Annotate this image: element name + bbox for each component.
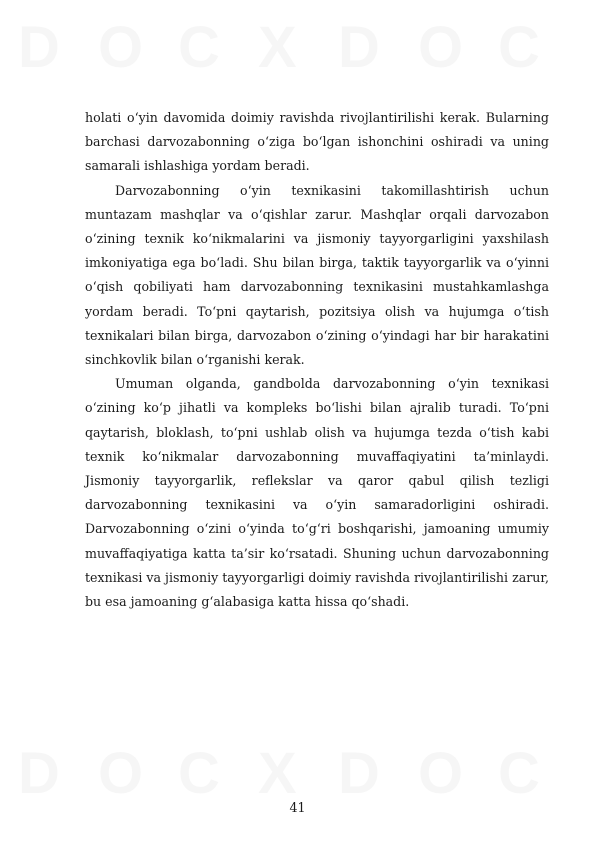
watermark-glyph: [178, 740, 220, 807]
watermark-glyph: [178, 14, 220, 81]
watermark-glyph: [258, 14, 297, 81]
watermark-glyph: [18, 740, 60, 807]
paragraph-continuation: holati o‘yin davomida doimiy ravishda rivojlantirilishi kerak. Bularning barchasi darvozabonning o‘ziga bo‘lgan ishonchini oshiradi va uning samarali ishlashiga yordam beradi.: [85, 110, 549, 174]
watermark-glyph: [18, 14, 60, 81]
watermark-glyph: [258, 740, 297, 807]
watermark-glyph: [98, 740, 143, 807]
watermark-glyph: [498, 14, 540, 81]
watermark-glyph: [418, 740, 463, 807]
watermark-glyph: [338, 740, 380, 807]
paragraph: Darvozabonning o‘yin texnikasini takomillashtirish uchun muntazam mashqlar va o‘qishlar zarur. Mashqlar orqali darvozabon o‘zining texnik ko‘nikmalarini va jismoniy tayyorgarligini yaxshilash imkoniyatiga ega bo‘ladi. Shu bilan birga, taktik tayyorgarlik va o‘yinni o‘qish qobiliyati ham darvozabonning texnikasini mustahkamlashga yordam beradi. To‘pni qaytarish, pozitsiya olish va hujumga o‘tish texnikalari bilan birga, darvozabon o‘zining o‘yindagi har bir harakatini sinchkovlik bilan o‘rganishi kerak.: [85, 182, 549, 368]
page-number: 41: [289, 800, 306, 815]
watermark-glyph: [98, 14, 143, 81]
watermark-glyph: [338, 14, 380, 81]
body-text: [85, 106, 549, 614]
watermark-glyph: [498, 740, 540, 807]
watermark-glyph: [418, 14, 463, 81]
paragraph: Umuman olganda, gandbolda darvozabonning o‘yin texnikasi o‘zining ko‘p jihatli va kompleks bo‘lishi bilan ajralib turadi. To‘pni qaytarish, bloklash, to‘pni ushlab olish va hujumga tezda o‘tish kabi texnik ko‘nikmalar darvozabonning muvaffaqiyatini ta’minlaydi. Jismoniy tayyorgarlik, reflekslar va qaror qabul qilish tezligi darvozabonning texnikasini va o‘yin samaradorligini oshiradi. Darvozabonning o‘zini o‘yinda to‘g‘ri boshqarishi, jamoaning umumiy muvaffaqiyatiga katta ta’sir ko‘rsatadi. Shuning uchun darvozabonning texnikasi va jismoniy tayyorgarligi doimiy ravishda rivojlantirilishi zarur, bu esa jamoaning g‘alabasiga katta hissa qo‘shadi.: [85, 376, 549, 610]
